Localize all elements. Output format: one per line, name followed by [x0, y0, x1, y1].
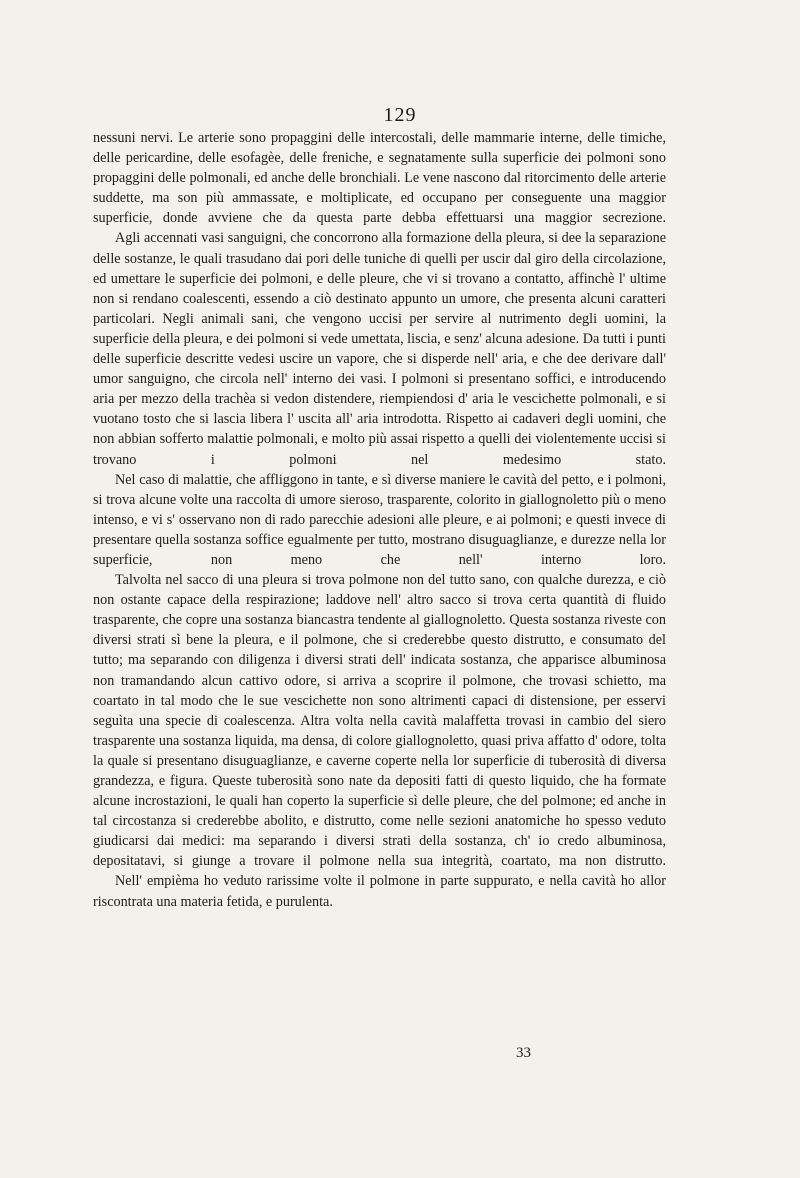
signature-mark: 33: [516, 1045, 531, 1061]
body-text: [93, 128, 666, 912]
paragraph: nessuni nervi. Le arterie sono propaggini delle intercostali, delle mammarie interne, delle timiche, delle pericardine, delle esofagèe, delle freniche, e segnatamente sulla superficie dei polmoni sono propaggini delle polmonali, ed anche delle bronchiali. Le vene nascono dal ritorcimento delle arterie suddette, ma son più ammassate, e moltiplicate, ed occupano per conseguente una maggior superficie, donde avviene che da questa parte debba effettuarsi una maggior secrezione.: [93, 130, 666, 227]
paragraph: Nel caso di malattie, che affliggono in tante, e sì diverse maniere le cavità del petto, e i polmoni, si trova alcune volte una raccolta di umore sieroso, trasparente, colorito in giallognoletto più o meno intenso, e vi s' osservano non di rado parecchie adesioni alle pleure, e ai polmoni; e questi invece di presentare quella sostanza soffice egualmente per tutto, mostrano disuguaglianze, e durezze nella lor superficie, non meno che nell' interno loro.: [93, 471, 666, 568]
paragraph: Talvolta nel sacco di una pleura si trova polmone non del tutto sano, con qualche durezza, e ciò non ostante capace della respirazione; laddove nell' altro sacco si trova certa quantità di fluido trasparente, che copre una sostanza biancastra tendente al giallognoletto. Questa sostanza riveste con diversi strati sì bene la pleura, e il polmone, che si crederebbe questo distrutto, e consumato del tutto; ma separando con diligenza i diversi strati dell' indicata sostanza, che apparisce albuminosa non tramandando alcun cattivo odore, si arriva a scoprire il polmone, che trovasi schietto, ma coartato in tal modo che le sue vescichette non sono altrimenti capaci di distensione, per esservi seguìta una specie di coalescenza. Altra volta nella cavità malaffetta trovasi in cambio del siero trasparente una sostanza liquida, ma densa, di colore giallognoletto, quasi priva affatto d' odore, tolta la quale si presentano disuguaglianze, e caverne coperte nella lor superficie di tuberosità di diversa grandezza, e figura. Queste tuberosità sono nate da depositi fatti di questo liquido, che ha formate alcune incrostazioni, le quali han coperto la superficie sì delle pleure, che del polmone; ed anche in tal circostanza si crederebbe abolito, e distrutto, come nelle sezioni anatomiche ho spesso veduto giudicarsi dai medici: ma separando i diversi strati della sostanza, ch' io credo albuminosa, depositatavi, si giunge a trovare il polmone nella sua integrità, coartato, ma non distrutto.: [93, 572, 666, 870]
page-number: 129: [383, 104, 417, 126]
paragraph: Nell' empièma ho veduto rarissime volte il polmone in parte suppurato, e nella cavità ho allor riscontrata una materia fetida, e purulenta.: [93, 873, 666, 910]
paragraph: Agli accennati vasi sanguigni, che concorrono alla formazione della pleura, si dee la separazione delle sostanze, le quali trasudano dai pori delle tuniche di quelli per uscir dal giro della circolazione, ed umettare le superficie dei polmoni, e delle pleure, che vi si trovano a contatto, affinchè l' ultime non si rendano coalescenti, essendo a ciò destinato appunto un umore, che presenta alcuni caratteri particolari. Negli animali sani, che vengono uccisi per servire al nutrimento degli uomini, la superficie della pleura, e dei polmoni si vede umettata, liscia, e senz' alcuna adesione. Da tutti i punti delle superficie descritte vedesi uscire un vapore, che si disperde nell' aria, e che dee derivare dall' umor sanguigno, che circola nell' interno dei vasi. I polmoni si presentano soffici, e introducendo aria per mezzo della trachèa si vedon distendere, riempiendosi d' aria le vescichette polmonali, e si vuotano tosto che si lascia libera l' uscita all' aria introdotta. Rispetto ai cadaveri degli uomini, che non abbian sofferto malattie polmonali, e molto più assai rispetto a quelli dei violentemente uccisi si trovano i polmoni nel medesimo stato.: [93, 230, 666, 468]
